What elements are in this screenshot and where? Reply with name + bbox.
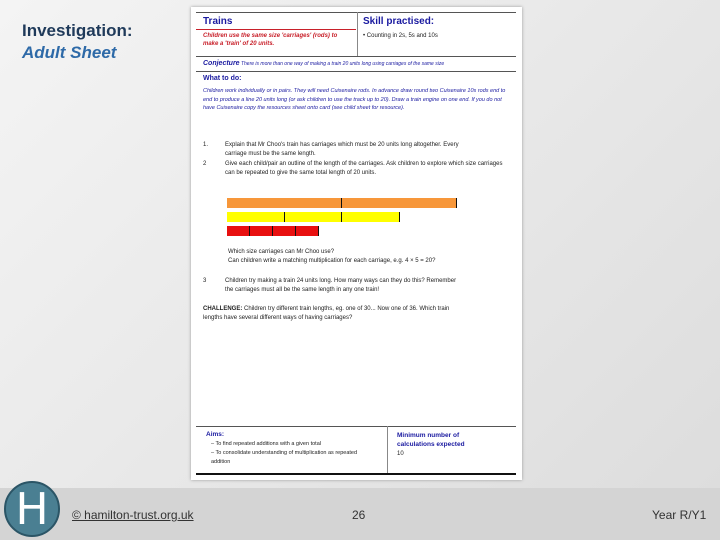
slide-title [22, 20, 133, 64]
red-carriage [296, 226, 319, 236]
min-value: 10 [397, 451, 404, 457]
red-carriage [250, 226, 273, 236]
copyright-link[interactable]: © hamilton-trust.org.uk [72, 508, 194, 522]
what-heading: What to do: [203, 75, 242, 82]
challenge: CHALLENGE: Children try different train lengths, eg. one of 30... Now one of 36. Which train lengths have several different ways of having carriages? [203, 306, 450, 321]
red-carriage [273, 226, 296, 236]
carriage-bars [227, 198, 467, 238]
hamilton-logo: H [4, 481, 60, 537]
trains-heading: Trains [203, 16, 233, 27]
yellow-carriage [285, 212, 343, 222]
orange-carriage [227, 198, 342, 208]
orange-carriage [342, 198, 457, 208]
adult-sheet [191, 7, 522, 480]
page-number: 26 [352, 508, 366, 522]
title-line-2: Adult Sheet [22, 43, 117, 62]
step-3-text: Children try making a train 24 units long. How many ways can they do this? Remember the carriages must all be the same length in any one train! [225, 278, 457, 293]
aim-1: – To find repeated additions with a given total [211, 441, 321, 447]
what-text: Children work individually or in pairs. They will need Cuisenaire rods. In advance draw round two Cuisenaire 10s rods end to end to produce a line 20 units long (or ask children to use the track up to 20). Draw a train engine on one end. If you do not have Cuisenaire copy the resources sheet onto card (see child sheet for resource). [203, 88, 506, 111]
yellow-carriage [227, 212, 285, 222]
aims-heading: Aims: [206, 431, 225, 438]
skill-heading: Skill practised: [363, 16, 435, 27]
step-1-num: 1. [203, 142, 209, 148]
step-2-text: Give each child/pair an outline of the length of the carriages. Ask children to explore which size carriages can be repeated to give the same total length of 20 units. [225, 161, 503, 176]
question-1: Which size carriages can Mr Choo use? [228, 249, 335, 255]
yellow-carriage [342, 212, 400, 222]
min-heading: Minimum number of calculations expected [397, 432, 465, 448]
step-2-num: 2 [203, 161, 207, 167]
conjecture: Conjecture There is more than one way of making a train 20 units long using carriages of the same size [203, 60, 445, 67]
skill-item: • Counting in 2s, 5s and 10s [363, 33, 438, 39]
question-2: Can children write a matching multiplication for each carriage, e.g. 4 × 5 = 20? [228, 258, 436, 264]
title-line-1: Investigation: [22, 21, 133, 40]
step-3-num: 3 [203, 278, 207, 284]
trains-description: Children use the same size 'carriages' (rods) to make a 'train' of 20 units. [203, 33, 338, 47]
aim-2: – To consolidate understanding of multiplication as repeated addition [211, 450, 358, 465]
year-label: Year R/Y1 [652, 508, 707, 522]
step-1-text: Explain that Mr Choo's train has carriages which must be 20 units long altogether. Every carriage must be the same length. [225, 142, 459, 157]
red-carriage [227, 226, 250, 236]
